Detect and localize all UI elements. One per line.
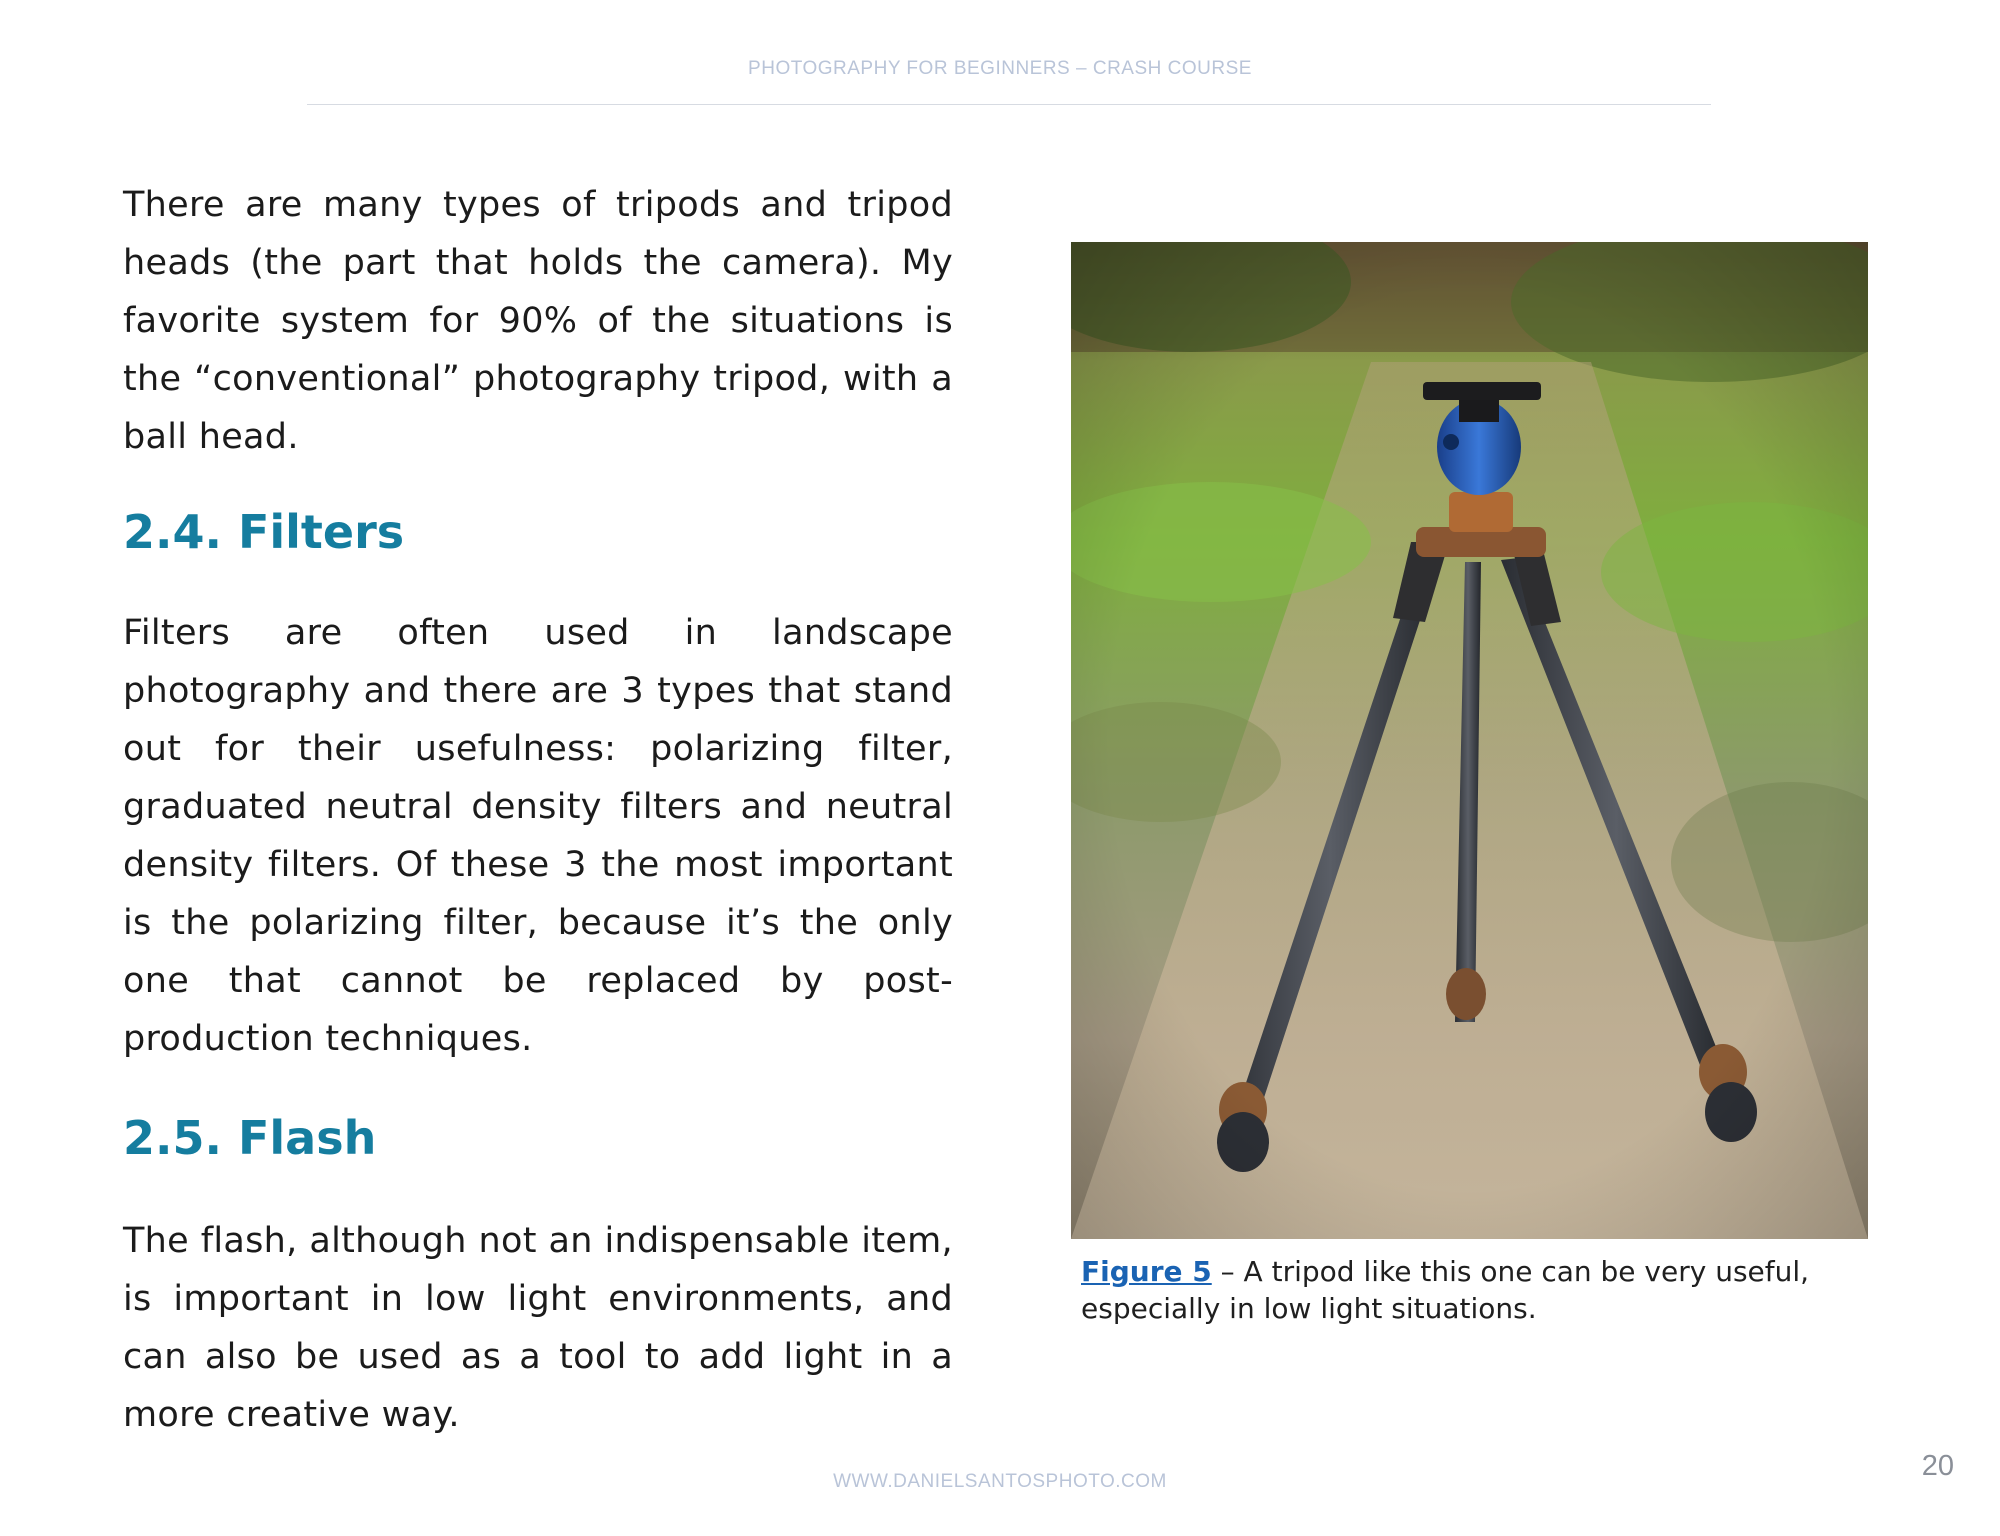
header-divider	[307, 104, 1711, 105]
section-heading-filters: 2.4. Filters	[123, 505, 405, 559]
filters-paragraph: Filters are often used in landscape photography and there are 3 types that stand out for their usefulness: polarizing filter, graduated neutral density filters and neutral density filters. Of these 3 the most important is the polarizing filter, because it’s the only one that cannot be replaced by post-production techniques.	[123, 613, 953, 1059]
footer-website: WWW.DANIELSANTOSPHOTO.COM	[833, 1471, 1167, 1492]
text-column	[123, 176, 953, 1444]
figure-caption-text: – A tripod like this one can be very useful, especially in low light situations.	[1081, 1255, 1810, 1325]
running-header: PHOTOGRAPHY FOR BEGINNERS – CRASH COURSE	[748, 58, 1252, 79]
figure-caption	[1081, 1253, 1871, 1327]
intro-paragraph: There are many types of tripods and tripod heads (the part that holds the camera). My favorite system for 90% of the situations is the “conventional” photography tripod, with a ball head.	[123, 185, 953, 457]
section-heading-flash: 2.5. Flash	[123, 1111, 377, 1165]
figure-link[interactable]: Figure 5	[1081, 1255, 1212, 1288]
flash-paragraph: The flash, although not an indispensable item, is important in low light environments, and can also be used as a tool to add light in a more creative way.	[123, 1221, 953, 1435]
page-number: 20	[1921, 1450, 1954, 1482]
tripod-photo	[1071, 242, 1868, 1239]
